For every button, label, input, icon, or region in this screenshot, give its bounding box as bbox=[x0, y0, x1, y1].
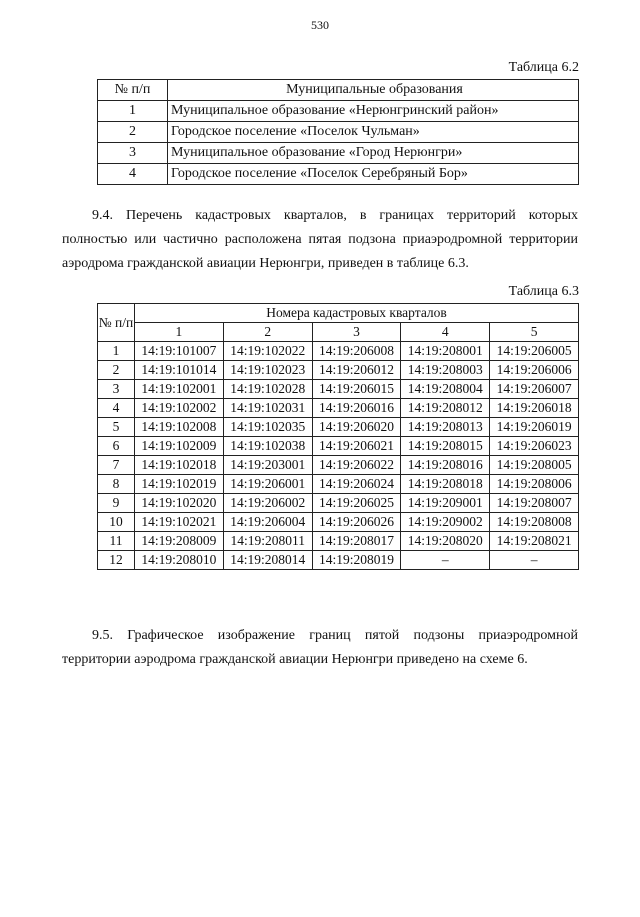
cadastral-number-cell: 14:19:208001 bbox=[401, 342, 490, 361]
cadastral-number-cell: 14:19:208004 bbox=[401, 380, 490, 399]
cadastral-number-cell: 14:19:102001 bbox=[135, 380, 224, 399]
cadastral-number-cell: 14:19:208018 bbox=[401, 475, 490, 494]
cadastral-number-cell: 14:19:208021 bbox=[490, 532, 579, 551]
row-number-cell: 3 bbox=[98, 143, 168, 164]
cadastral-number-cell: 14:19:208013 bbox=[401, 418, 490, 437]
cadastral-number-cell: 14:19:208008 bbox=[490, 513, 579, 532]
table-row bbox=[98, 418, 579, 437]
cadastral-number-cell: – bbox=[401, 551, 490, 570]
row-number-cell: 6 bbox=[98, 437, 135, 456]
row-number-cell: 8 bbox=[98, 475, 135, 494]
header-cell-cadastral-numbers: Номера кадастровых кварталов bbox=[135, 304, 579, 323]
page-number: 530 bbox=[311, 18, 329, 32]
row-number-cell: 9 bbox=[98, 494, 135, 513]
cadastral-number-cell: 14:19:206018 bbox=[490, 399, 579, 418]
row-number-cell: 5 bbox=[98, 418, 135, 437]
cadastral-number-cell: 14:19:206016 bbox=[312, 399, 401, 418]
cadastral-number-cell: 14:19:206008 bbox=[312, 342, 401, 361]
cadastral-number-cell: 14:19:206007 bbox=[490, 380, 579, 399]
table-6-3-caption: Таблица 6.3 bbox=[508, 284, 579, 299]
paragraph-line: территории аэродрома гражданской авиации Нерюнгри приведено на схеме 6. bbox=[62, 652, 528, 667]
table-row bbox=[98, 101, 579, 122]
cadastral-number-cell: – bbox=[490, 551, 579, 570]
cadastral-number-cell: 14:19:101014 bbox=[135, 361, 224, 380]
cadastral-number-cell: 14:19:208009 bbox=[135, 532, 224, 551]
column-number-cell: 2 bbox=[223, 323, 312, 342]
paragraph-line: аэродрома гражданской авиации Нерюнгри, приведен в таблице 6.3. bbox=[62, 256, 469, 271]
municipality-cell: Городское поселение «Поселок Чульман» bbox=[168, 122, 579, 143]
cadastral-number-cell: 14:19:206015 bbox=[312, 380, 401, 399]
table-row bbox=[98, 380, 579, 399]
row-number-cell: 10 bbox=[98, 513, 135, 532]
paragraph-line: 9.5. Графическое изображение границ пятой подзоны приаэродромной bbox=[92, 628, 578, 643]
cadastral-number-cell: 14:19:206025 bbox=[312, 494, 401, 513]
cadastral-number-cell: 14:19:101007 bbox=[135, 342, 224, 361]
cadastral-number-cell: 14:19:102038 bbox=[223, 437, 312, 456]
cadastral-number-cell: 14:19:102022 bbox=[223, 342, 312, 361]
row-number-cell: 12 bbox=[98, 551, 135, 570]
cadastral-number-cell: 14:19:206022 bbox=[312, 456, 401, 475]
row-number-cell: 2 bbox=[98, 122, 168, 143]
cadastral-number-cell: 14:19:208005 bbox=[490, 456, 579, 475]
table-6-3 bbox=[97, 303, 579, 570]
table-row bbox=[98, 475, 579, 494]
header-cell-number: № п/п bbox=[98, 80, 168, 101]
cadastral-number-cell: 14:19:208015 bbox=[401, 437, 490, 456]
paragraph-9-4 bbox=[62, 204, 578, 276]
row-number-cell: 11 bbox=[98, 532, 135, 551]
table-row bbox=[98, 437, 579, 456]
cadastral-number-cell: 14:19:102008 bbox=[135, 418, 224, 437]
column-number-cell: 5 bbox=[490, 323, 579, 342]
header-cell-number: № п/п bbox=[98, 304, 135, 342]
row-number-cell: 4 bbox=[98, 399, 135, 418]
cadastral-number-cell: 14:19:208007 bbox=[490, 494, 579, 513]
table-6-2 bbox=[97, 79, 579, 185]
cadastral-number-cell: 14:19:208012 bbox=[401, 399, 490, 418]
cadastral-number-cell: 14:19:206002 bbox=[223, 494, 312, 513]
cadastral-number-cell: 14:19:102021 bbox=[135, 513, 224, 532]
cadastral-number-cell: 14:19:206001 bbox=[223, 475, 312, 494]
header-cell-municipalities: Муниципальные образования bbox=[168, 80, 579, 101]
cadastral-number-cell: 14:19:206024 bbox=[312, 475, 401, 494]
cadastral-number-cell: 14:19:203001 bbox=[223, 456, 312, 475]
column-number-cell: 4 bbox=[401, 323, 490, 342]
cadastral-number-cell: 14:19:206021 bbox=[312, 437, 401, 456]
column-number-cell: 1 bbox=[135, 323, 224, 342]
table-header-row bbox=[98, 323, 579, 342]
cadastral-number-cell: 14:19:206026 bbox=[312, 513, 401, 532]
table-row bbox=[98, 361, 579, 380]
cadastral-number-cell: 14:19:102018 bbox=[135, 456, 224, 475]
row-number-cell: 4 bbox=[98, 164, 168, 185]
cadastral-number-cell: 14:19:208020 bbox=[401, 532, 490, 551]
column-number-cell: 3 bbox=[312, 323, 401, 342]
row-number-cell: 1 bbox=[98, 101, 168, 122]
table-row bbox=[98, 494, 579, 513]
row-number-cell: 7 bbox=[98, 456, 135, 475]
paragraph-line: полностью или частично расположена пятая подзона приаэродромной территории bbox=[62, 232, 578, 247]
table-row bbox=[98, 399, 579, 418]
cadastral-number-cell: 14:19:206006 bbox=[490, 361, 579, 380]
municipality-cell: Муниципальное образование «Город Нерюнгри» bbox=[168, 143, 579, 164]
cadastral-number-cell: 14:19:206004 bbox=[223, 513, 312, 532]
cadastral-number-cell: 14:19:102035 bbox=[223, 418, 312, 437]
table-header-row bbox=[98, 304, 579, 323]
table-row bbox=[98, 122, 579, 143]
table-header-row bbox=[98, 80, 579, 101]
cadastral-number-cell: 14:19:102028 bbox=[223, 380, 312, 399]
cadastral-number-cell: 14:19:208016 bbox=[401, 456, 490, 475]
table-row bbox=[98, 513, 579, 532]
cadastral-number-cell: 14:19:102031 bbox=[223, 399, 312, 418]
cadastral-number-cell: 14:19:208010 bbox=[135, 551, 224, 570]
cadastral-number-cell: 14:19:208006 bbox=[490, 475, 579, 494]
cadastral-number-cell: 14:19:206005 bbox=[490, 342, 579, 361]
paragraph-line: 9.4. Перечень кадастровых кварталов, в границах территорий которых bbox=[92, 208, 578, 223]
cadastral-number-cell: 14:19:102020 bbox=[135, 494, 224, 513]
table-row bbox=[98, 456, 579, 475]
cadastral-number-cell: 14:19:206023 bbox=[490, 437, 579, 456]
cadastral-number-cell: 14:19:208014 bbox=[223, 551, 312, 570]
cadastral-number-cell: 14:19:102009 bbox=[135, 437, 224, 456]
cadastral-number-cell: 14:19:208019 bbox=[312, 551, 401, 570]
cadastral-number-cell: 14:19:206012 bbox=[312, 361, 401, 380]
municipality-cell: Муниципальное образование «Нерюнгринский район» bbox=[168, 101, 579, 122]
table-6-2-caption: Таблица 6.2 bbox=[508, 60, 579, 75]
cadastral-number-cell: 14:19:206020 bbox=[312, 418, 401, 437]
table-row bbox=[98, 551, 579, 570]
cadastral-number-cell: 14:19:206019 bbox=[490, 418, 579, 437]
table-6-2-body bbox=[98, 101, 579, 185]
cadastral-number-cell: 14:19:102023 bbox=[223, 361, 312, 380]
row-number-cell: 3 bbox=[98, 380, 135, 399]
row-number-cell: 1 bbox=[98, 342, 135, 361]
cadastral-number-cell: 14:19:208011 bbox=[223, 532, 312, 551]
cadastral-number-cell: 14:19:209002 bbox=[401, 513, 490, 532]
table-row bbox=[98, 143, 579, 164]
cadastral-number-cell: 14:19:208003 bbox=[401, 361, 490, 380]
cadastral-number-cell: 14:19:102019 bbox=[135, 475, 224, 494]
table-row bbox=[98, 342, 579, 361]
table-row bbox=[98, 532, 579, 551]
row-number-cell: 2 bbox=[98, 361, 135, 380]
table-6-3-body bbox=[98, 342, 579, 570]
cadastral-number-cell: 14:19:102002 bbox=[135, 399, 224, 418]
paragraph-9-5 bbox=[62, 624, 578, 672]
cadastral-number-cell: 14:19:208017 bbox=[312, 532, 401, 551]
table-row bbox=[98, 164, 579, 185]
municipality-cell: Городское поселение «Поселок Серебряный Бор» bbox=[168, 164, 579, 185]
cadastral-number-cell: 14:19:209001 bbox=[401, 494, 490, 513]
